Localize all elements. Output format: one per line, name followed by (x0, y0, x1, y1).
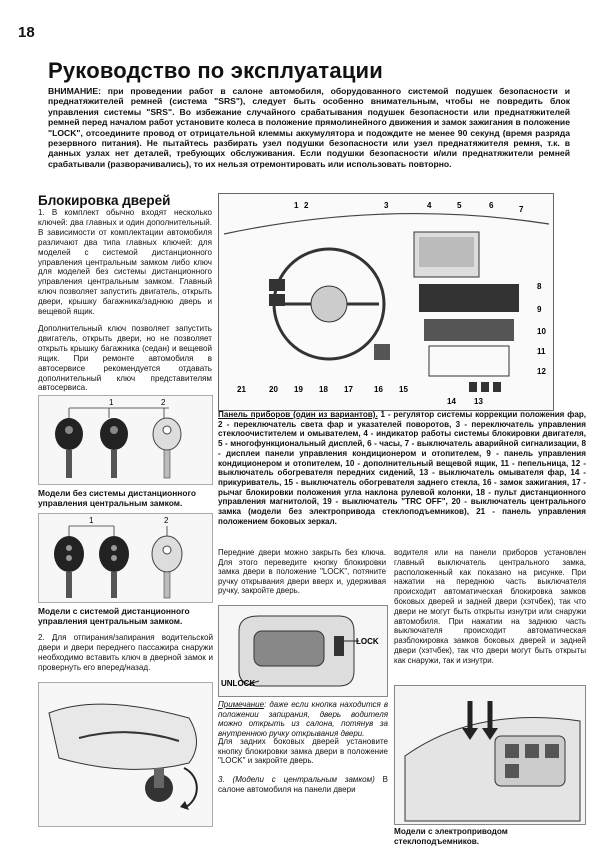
key-figure-1-caption: Модели без системы дистанционного управления центральным замком. (38, 488, 196, 508)
dashboard-caption (218, 410, 586, 526)
lock-figure (218, 605, 388, 697)
key2-label: 2 (161, 398, 166, 407)
dash-label: 15 (399, 385, 408, 394)
paragraph-door-key: 2. Для отпирания/запирания водительской двери и двери переднего пассажира снаружи необходимо вставить ключ в дверной замок и провернуть его вперед/назад. (38, 633, 213, 672)
note-text: : даже если кнопка находится в положении запирания, дверь водителя можно открыть из салона, потянув за внутреннюю ручку открывания двери. (218, 700, 388, 738)
para4-text: В салоне автомобиля на панели двери (218, 775, 388, 794)
keys-remote-illustration (39, 514, 212, 602)
dash-label: 21 (237, 385, 246, 394)
dash-label: 8 (537, 282, 542, 291)
dashboard-caption-title: Панель приборов (один из вариантов). (218, 410, 378, 419)
remote-key-icon (54, 536, 84, 598)
door-panel-switch-illustration (395, 686, 585, 824)
key-figure-2-caption: Модели с системой дистанционного управления центральным замком. (38, 606, 190, 626)
note-label: Примечание (218, 700, 265, 709)
key1-label: 1 (109, 398, 114, 407)
warning-block (48, 86, 570, 169)
door-handle-figure (38, 682, 213, 827)
key-figure-1 (38, 395, 213, 485)
dash-label: 14 (447, 397, 456, 406)
dash-label: 2 (304, 201, 309, 210)
door-lock-illustration (219, 606, 387, 696)
dash-label: 19 (294, 385, 303, 394)
para4-label: 3. (Модели с центральным замком) (218, 775, 375, 784)
dash-label: 1 (294, 201, 299, 210)
dash-label: 13 (474, 397, 483, 406)
paragraph-rear-doors: Для задних боковых дверей установите кнопку блокировки замка двери в положение "LOCK" и закройте дверь. (218, 737, 388, 766)
key-figure-2 (38, 513, 213, 603)
paragraph-front-doors: Передние двери можно закрыть без ключа. Для этого переведите кнопку блокировки замка двери в положение "LOCK", потяните ручку открывания двери вверх и, удерживая ручку, закройте дверь. (218, 548, 386, 596)
section-title: Блокировка дверей (38, 193, 171, 208)
door-handle-illustration (39, 683, 212, 826)
note (218, 700, 388, 738)
window-switch-figure (394, 685, 586, 825)
dash-label: 7 (519, 205, 524, 214)
dash-label: 18 (319, 385, 328, 394)
page-title: Руководство по эксплуатации (48, 58, 384, 83)
dash-label: 16 (374, 385, 383, 394)
window-figure-caption: Модели с электроприводом стеклоподъемников. (394, 827, 508, 846)
dash-label: 17 (344, 385, 353, 394)
dash-label: 20 (269, 385, 278, 394)
dash-label: 12 (537, 367, 546, 376)
dash-label: 10 (537, 327, 546, 336)
lock-label: LOCK (356, 637, 379, 646)
dashboard-illustration (219, 194, 553, 410)
warning-label: ВНИМАНИЕ: (48, 86, 101, 96)
paragraph-extra-key: Дополнительный ключ позволяет запустить двигатель, открыть двери, но не позволяет открыть крышку багажника (седан) и вещевой ящик. При ремонте автомобиля в автосервисе рекомендуется отдавать дополнительный ключ представителям автосервиса. (38, 324, 212, 393)
dash-label: 9 (537, 305, 542, 314)
dash-label: 5 (457, 201, 462, 210)
key2-label: 2 (164, 516, 169, 525)
keys-no-remote-illustration (39, 396, 212, 484)
master-key-icon (55, 418, 83, 478)
valet-key-icon (152, 536, 182, 598)
dash-label: 4 (427, 201, 432, 210)
remote-key-icon (99, 536, 129, 598)
paragraph-keys: 1. В комплект обычно входят несколько ключей: два главных и один дополнительный. В зависимости от комплектации автомобиля различают два типа главных ключей: для моделей с системой дистанционного управления центральным замком либо ключ для моделей без системы дистанционного управления центральным замком. Главный ключ позволяет запустить двигатель, открыть двери, крышку багажника/заднюю дверь и вещевой ящик. (38, 208, 212, 317)
dash-label: 6 (489, 201, 494, 210)
page-number: 18 (18, 24, 35, 41)
dashboard-figure (218, 193, 554, 411)
dashboard-caption-text: 1 - регулятор системы коррекции положения фар, 2 - переключатель света фар и указателей поворотов, 3 - переключатель управления стеклоочистителем и омывателем, 4 - индикатор работы системы блокировки двигателя, 5 - многофункциональный дисплей, 6 - часы, 7 - выключатель аварийной сигнализации, 8 - дисплеи панели управления кондиционером и отопителем, 9 - панель управления кондиционером и отопителем, 10 - дополнительный вещевой ящик, 11 - пепельница, 12 - выключатель обогревателя передних сидений, 13 - выключатель омывателя фар, 14 - прикуриватель, 15 - выключатель обогревателя заднего стекла, 16 - замок зажигания, 17 - рычаг блокировки положения угла наклона рулевой колонки, 18 - пульт дистанционного управления магнитолой, 19 - выключатель "TRC OFF", 20 - выключатель центрального замка (модели без электропривода стеклоподъемников), 21 - панель управления положением боковых зеркал. (218, 410, 587, 526)
valet-key-icon (153, 418, 181, 478)
dash-label: 11 (537, 347, 546, 356)
warning-text: при проведении работ в салоне автомобиля, оборудованного системой подушек безопасности и преднатяжителей ремней (система "SRS"), следует быть особенно внимательным, чтобы не повредить блок управления системы "SRS". Во избежание случайного срабатывания подушек безопасности или преднатяжителей ремней перед началом работ установите колеса в положение прямолинейного движения и замок зажигания в положение "LOCK", отсоедините провод от отрицательной клеммы аккумулятора и подождите не менее 90 секунд (время разряда резервного питания). Не пытайтесь разбирать узел подушки безопасности или узел преднатяжителя ремня, т.к. в данных узлах нет деталей, требующих обслуживания. Если подушки безопасности и/или преднатяжители ремней срабатывали (разворачивались), то их нельзя отремонтировать или использовать повторно. (48, 86, 570, 169)
master-key-icon (100, 418, 128, 478)
paragraph-main-switch: водителя или на панели приборов установлен главный выключатель центрального замка, расположенный как показано на рисунке. При нажатии на переднюю часть выключателя происходит автоматическая блокировка замков боковых дверей и задней двери (хэтчбек), так что двери не могут быть открыты изнутри или снаружи автомобиля. При нажатии на заднюю часть выключателя происходит автоматическая разблокировка замков боковых дверей и задней двери (хэтчбек), так что двери могут быть открыты как снаружи, так и изнутри. (394, 548, 586, 665)
unlock-label: UNLOCK (221, 679, 256, 688)
key1-label: 1 (89, 516, 94, 525)
paragraph-central-lock (218, 775, 388, 794)
dash-label: 3 (384, 201, 389, 210)
